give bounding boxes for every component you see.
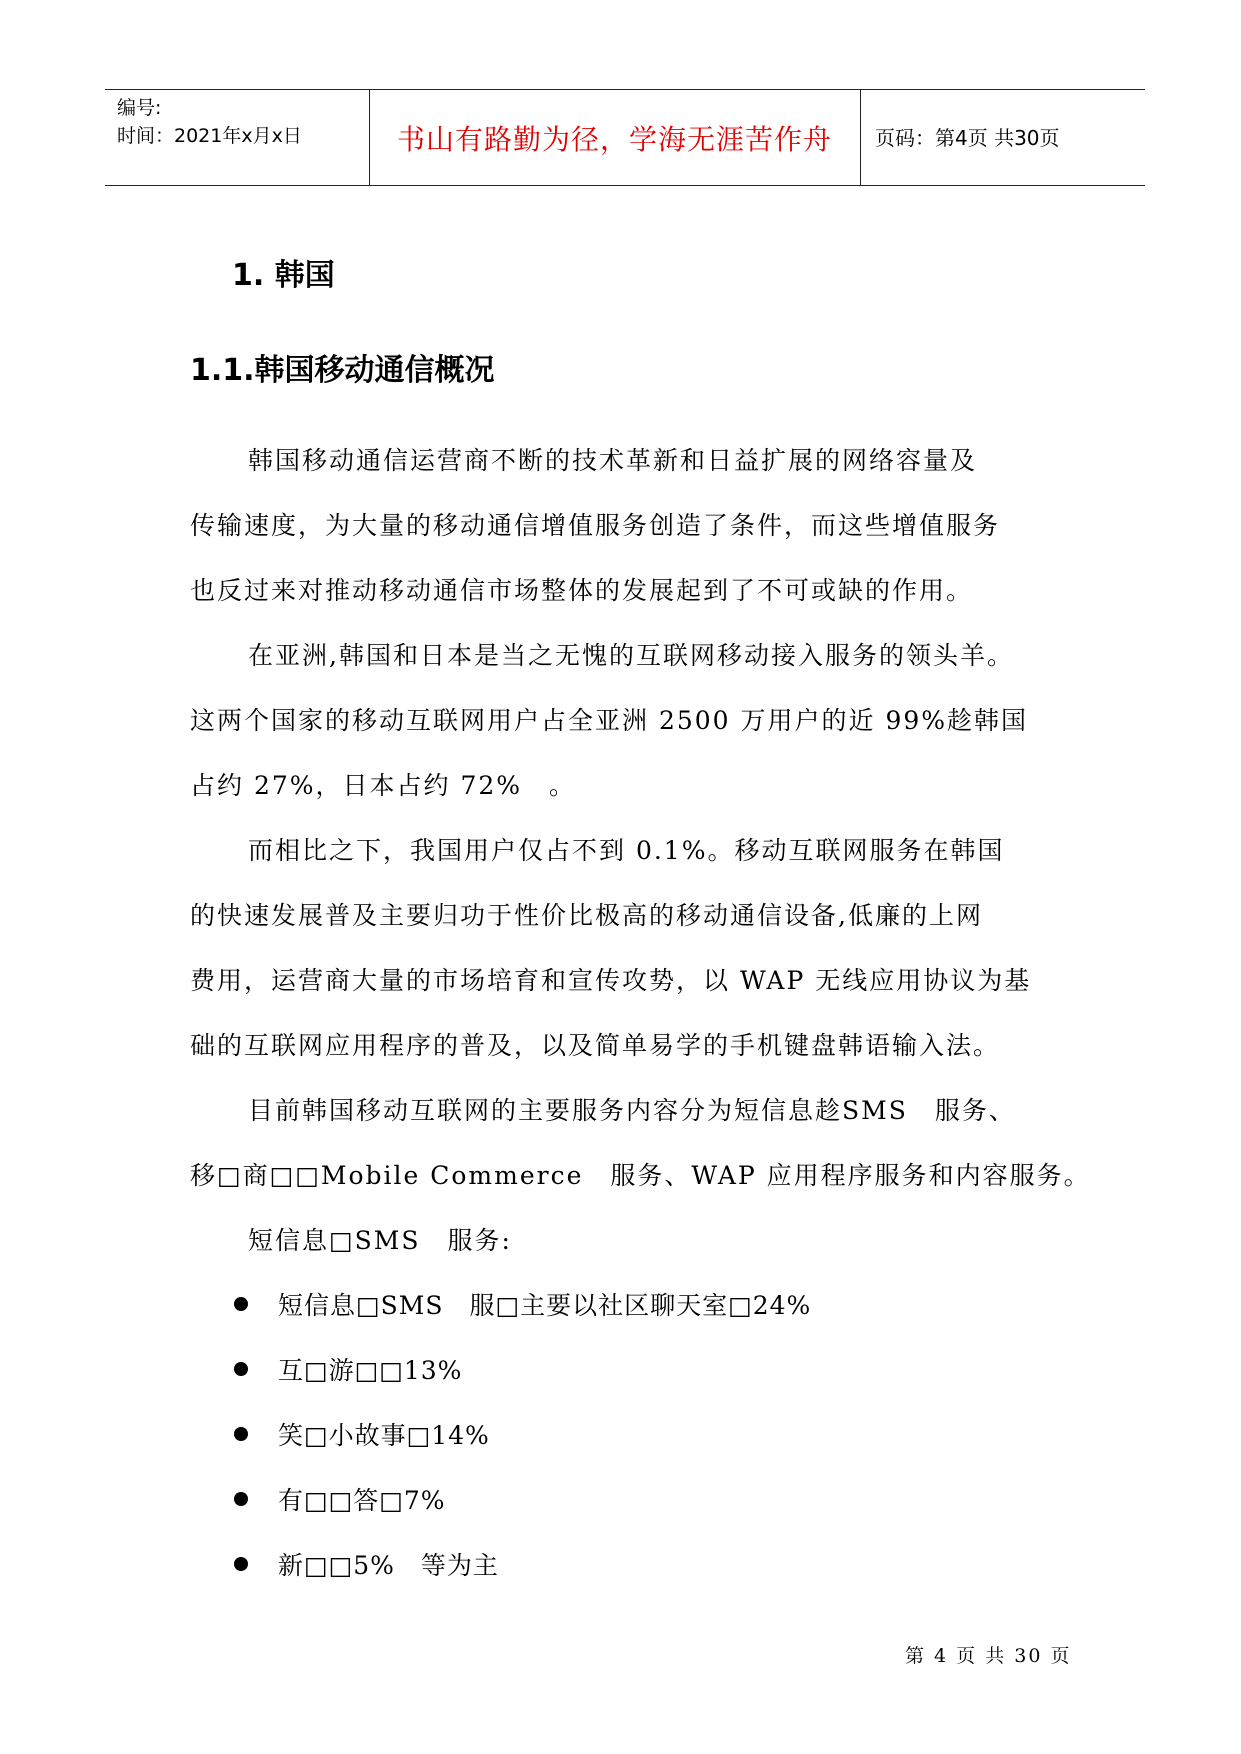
- list-item: 互□游□□13%: [278, 1356, 463, 1385]
- section-heading: 1. 韩国: [232, 258, 335, 293]
- paragraph-line: 占约 27%，日本占约 72% 。: [190, 771, 577, 800]
- paragraph-line: 短信息□SMS 服务:: [248, 1226, 512, 1255]
- paragraph-line: 费用，运营商大量的市场培育和宣传攻势，以 WAP 无线应用协议为基: [190, 966, 1032, 995]
- paragraph-line: 础的互联网应用程序的普及，以及简单易学的手机键盘韩语输入法。: [190, 1031, 1001, 1060]
- subsection-heading: 1.1.韩国移动通信概况: [190, 353, 495, 388]
- page-header: [105, 89, 1145, 186]
- paragraph-line: 目前韩国移动互联网的主要服务内容分为短信息趁SMS 服务、: [248, 1096, 1016, 1125]
- bullet-icon: [234, 1557, 248, 1571]
- paragraph-line: 移□商□□Mobile Commerce 服务、WAP 应用程序服务和内容服务。: [190, 1161, 1091, 1190]
- list-item: 短信息□SMS 服□主要以社区聊天室□24%: [278, 1291, 812, 1320]
- list-item: 笑□小故事□14%: [278, 1421, 490, 1450]
- paragraph-line: 这两个国家的移动互联网用户占全亚洲 2500 万用户的近 99%趁韩国: [190, 706, 1029, 735]
- bullet-icon: [234, 1427, 248, 1441]
- header-divider: [860, 90, 861, 185]
- bullet-icon: [234, 1362, 248, 1376]
- list-item: 新□□5% 等为主: [278, 1551, 499, 1580]
- header-page-code: 页码：第4页 共30页: [875, 126, 1060, 150]
- page-footer: 第 4 页 共 30 页: [905, 1645, 1072, 1667]
- paragraph-line: 也反过来对推动移动通信市场整体的发展起到了不可或缺的作用。: [190, 576, 974, 605]
- paragraph-line: 在亚洲,韩国和日本是当之无愧的互联网移动接入服务的领头羊。: [248, 641, 1014, 670]
- list-item: 有□□答□7%: [278, 1486, 446, 1515]
- bullet-icon: [234, 1297, 248, 1311]
- header-motto: 书山有路勤为径，学海无涯苦作舟: [396, 123, 832, 156]
- paragraph-line: 的快速发展普及主要归功于性价比极高的移动通信设备,低廉的上网: [190, 901, 983, 930]
- document-time-label: 时间：2021年x月x日: [117, 125, 302, 147]
- document-number-label: 编号:: [117, 97, 162, 119]
- bullet-icon: [234, 1492, 248, 1506]
- header-meta: [117, 94, 362, 150]
- paragraph-line: 而相比之下，我国用户仅占不到 0.1%。移动互联网服务在韩国: [248, 836, 1005, 865]
- paragraph-line: 韩国移动通信运营商不断的技术革新和日益扩展的网络容量及: [248, 446, 978, 475]
- paragraph-line: 传输速度，为大量的移动通信增值服务创造了条件，而这些增值服务: [190, 511, 1001, 540]
